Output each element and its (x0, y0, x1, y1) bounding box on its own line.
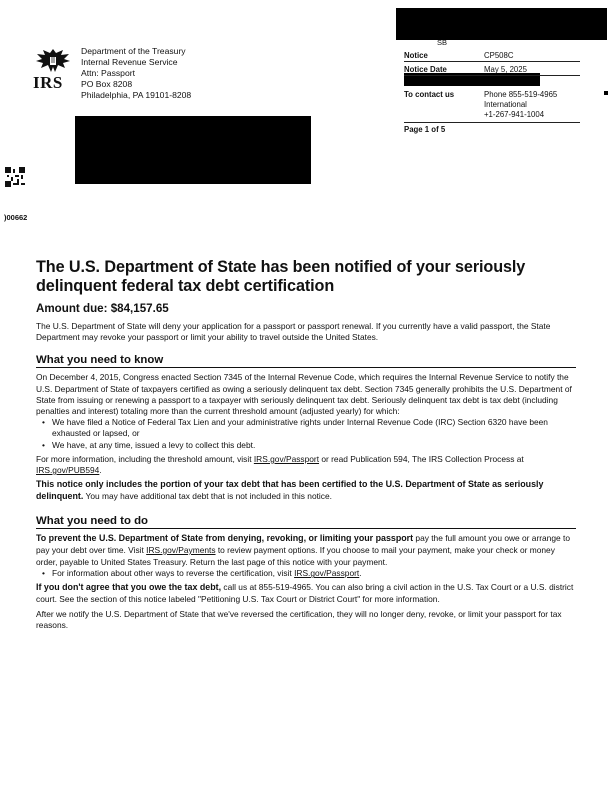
eagle-icon (33, 46, 73, 76)
more-info-text: For more information, including the threshold amount, visit (36, 453, 254, 464)
page-title: The U.S. Department of State has been notified of your seriously delinquent federal tax debt certification (36, 258, 526, 295)
sender-line: PO Box 8208 (81, 79, 133, 89)
sender-address (81, 46, 191, 101)
notice-label: Notice (404, 51, 428, 60)
contact-row (404, 90, 580, 123)
sender-line: Internal Revenue Service (81, 57, 178, 67)
contact-info (484, 90, 580, 120)
contact-intl-label: International (484, 100, 527, 109)
certified-portion-bold: This notice only includes the portion of your tax debt that has been certified to the U.S. Department of State as seriously delinquent. (36, 479, 544, 501)
list-item (46, 568, 576, 579)
sender-line: Philadelphia, PA 19101-8208 (81, 90, 192, 100)
redaction-block (75, 116, 311, 184)
certified-portion-text: You may have additional tax debt that is not included in this notice. (83, 490, 332, 501)
amount-due: Amount due: $84,157.65 (36, 302, 169, 315)
notice-row (404, 48, 580, 62)
intro-paragraph: The U.S. Department of State will deny your application for a passport or passport renewal. If you currently have a valid passport, the State Department may revoke your passport or limit your ability to travel outside the United States. (36, 321, 551, 343)
irs-wordmark: IRS (33, 73, 63, 92)
section-heading-do: What you need to do (36, 515, 576, 529)
notice-date-label: Notice Date (404, 65, 447, 74)
section-heading-know: What you need to know (36, 354, 576, 368)
irs-payments-link[interactable]: IRS.gov/Payments (146, 545, 216, 556)
notice-date-value: May 5, 2025 (484, 65, 527, 74)
redaction-block (396, 8, 607, 40)
reverse-info-text: For information about other ways to reverse the certification, visit (52, 568, 295, 579)
prevent-bold: To prevent the U.S. Department of State from denying, revoking, or limiting your passport (36, 533, 414, 544)
certified-portion-paragraph (36, 479, 576, 502)
contact-intl-phone: +1-267-941-1004 (484, 110, 545, 119)
qr-code-icon (5, 167, 25, 187)
disagree-text: call us at 855-519-4965. You can also bring a civil action in the U.S. Tax Court or a U.S. district court. See the section of this notice labeled "Petitioning U.S. Tax Court or District Court" for more information. (36, 582, 574, 604)
disagree-bold: If you don't agree that you owe the tax debt, (36, 582, 222, 593)
more-info-paragraph (36, 454, 576, 476)
prevent-text: pay the full amount you owe or arrange to pay your debt over time. Visit (36, 533, 570, 556)
list-item: • We have filed a Notice of Federal Tax Lien and your administrative rights under Internal Revenue Code (IRC) Section 6320 have been exhausted or lapsed, or (46, 417, 576, 439)
know-bullet-list (36, 417, 576, 451)
irs-logo (33, 46, 77, 92)
reverse-info-text: . (359, 568, 362, 579)
contact-label: To contact us (404, 90, 455, 99)
irs-pub594-link[interactable]: IRS.gov/PUB594 (36, 465, 100, 476)
page-number: Page 1 of 5 (404, 125, 446, 134)
sender-line: Attn: Passport (81, 68, 135, 78)
more-info-text: . (99, 465, 102, 476)
notice-box (404, 48, 580, 134)
irs-passport-link[interactable]: IRS.gov/Passport (253, 453, 320, 464)
list-item: • We have, at any time, issued a levy to collect this debt. (46, 440, 576, 451)
prevent-paragraph (36, 533, 576, 568)
sender-line: Department of the Treasury (81, 46, 186, 56)
do-bullet-list (36, 568, 576, 579)
notice-value: CP508C (484, 51, 514, 60)
contact-phone: Phone 855-519-4965 (484, 90, 558, 99)
notice-code: SB (437, 38, 448, 47)
know-paragraph: On December 4, 2015, Congress enacted Section 7345 of the Internal Revenue Code, which requires the Internal Revenue Service to notify the U.S. Department of State of taxpayers certified as owing a seriously delinquent tax debt. Section 7345 generally prohibits the U.S. Department of State from issuing or renewing a passport to a taxpayer with seriously delinquent tax debt. Seriously delinquent tax debt is tax debt (including penalties and interest) totaling more than the current threshold amount (adjusted yearly) for which: (36, 372, 572, 417)
reversal-paragraph: After we notify the U.S. Department of State that we've reversed the certification, they will no longer deny, revoke, or limit your passport for tax reasons. (36, 608, 562, 630)
more-info-text: or read Publication 594, The IRS Collection Process at (319, 453, 524, 464)
disagree-paragraph (36, 582, 576, 605)
prevent-text: to review payment options. If you choose to mail your payment, make your check or money order, payable to United States Treasury. Return the last page of this notice with your payment. (36, 545, 555, 567)
account-reference: )00662 (4, 213, 28, 222)
irs-passport-link[interactable]: IRS.gov/Passport (294, 568, 360, 579)
margin-mark (604, 91, 608, 95)
notice-date-row (404, 62, 580, 76)
notice-body (36, 258, 576, 631)
